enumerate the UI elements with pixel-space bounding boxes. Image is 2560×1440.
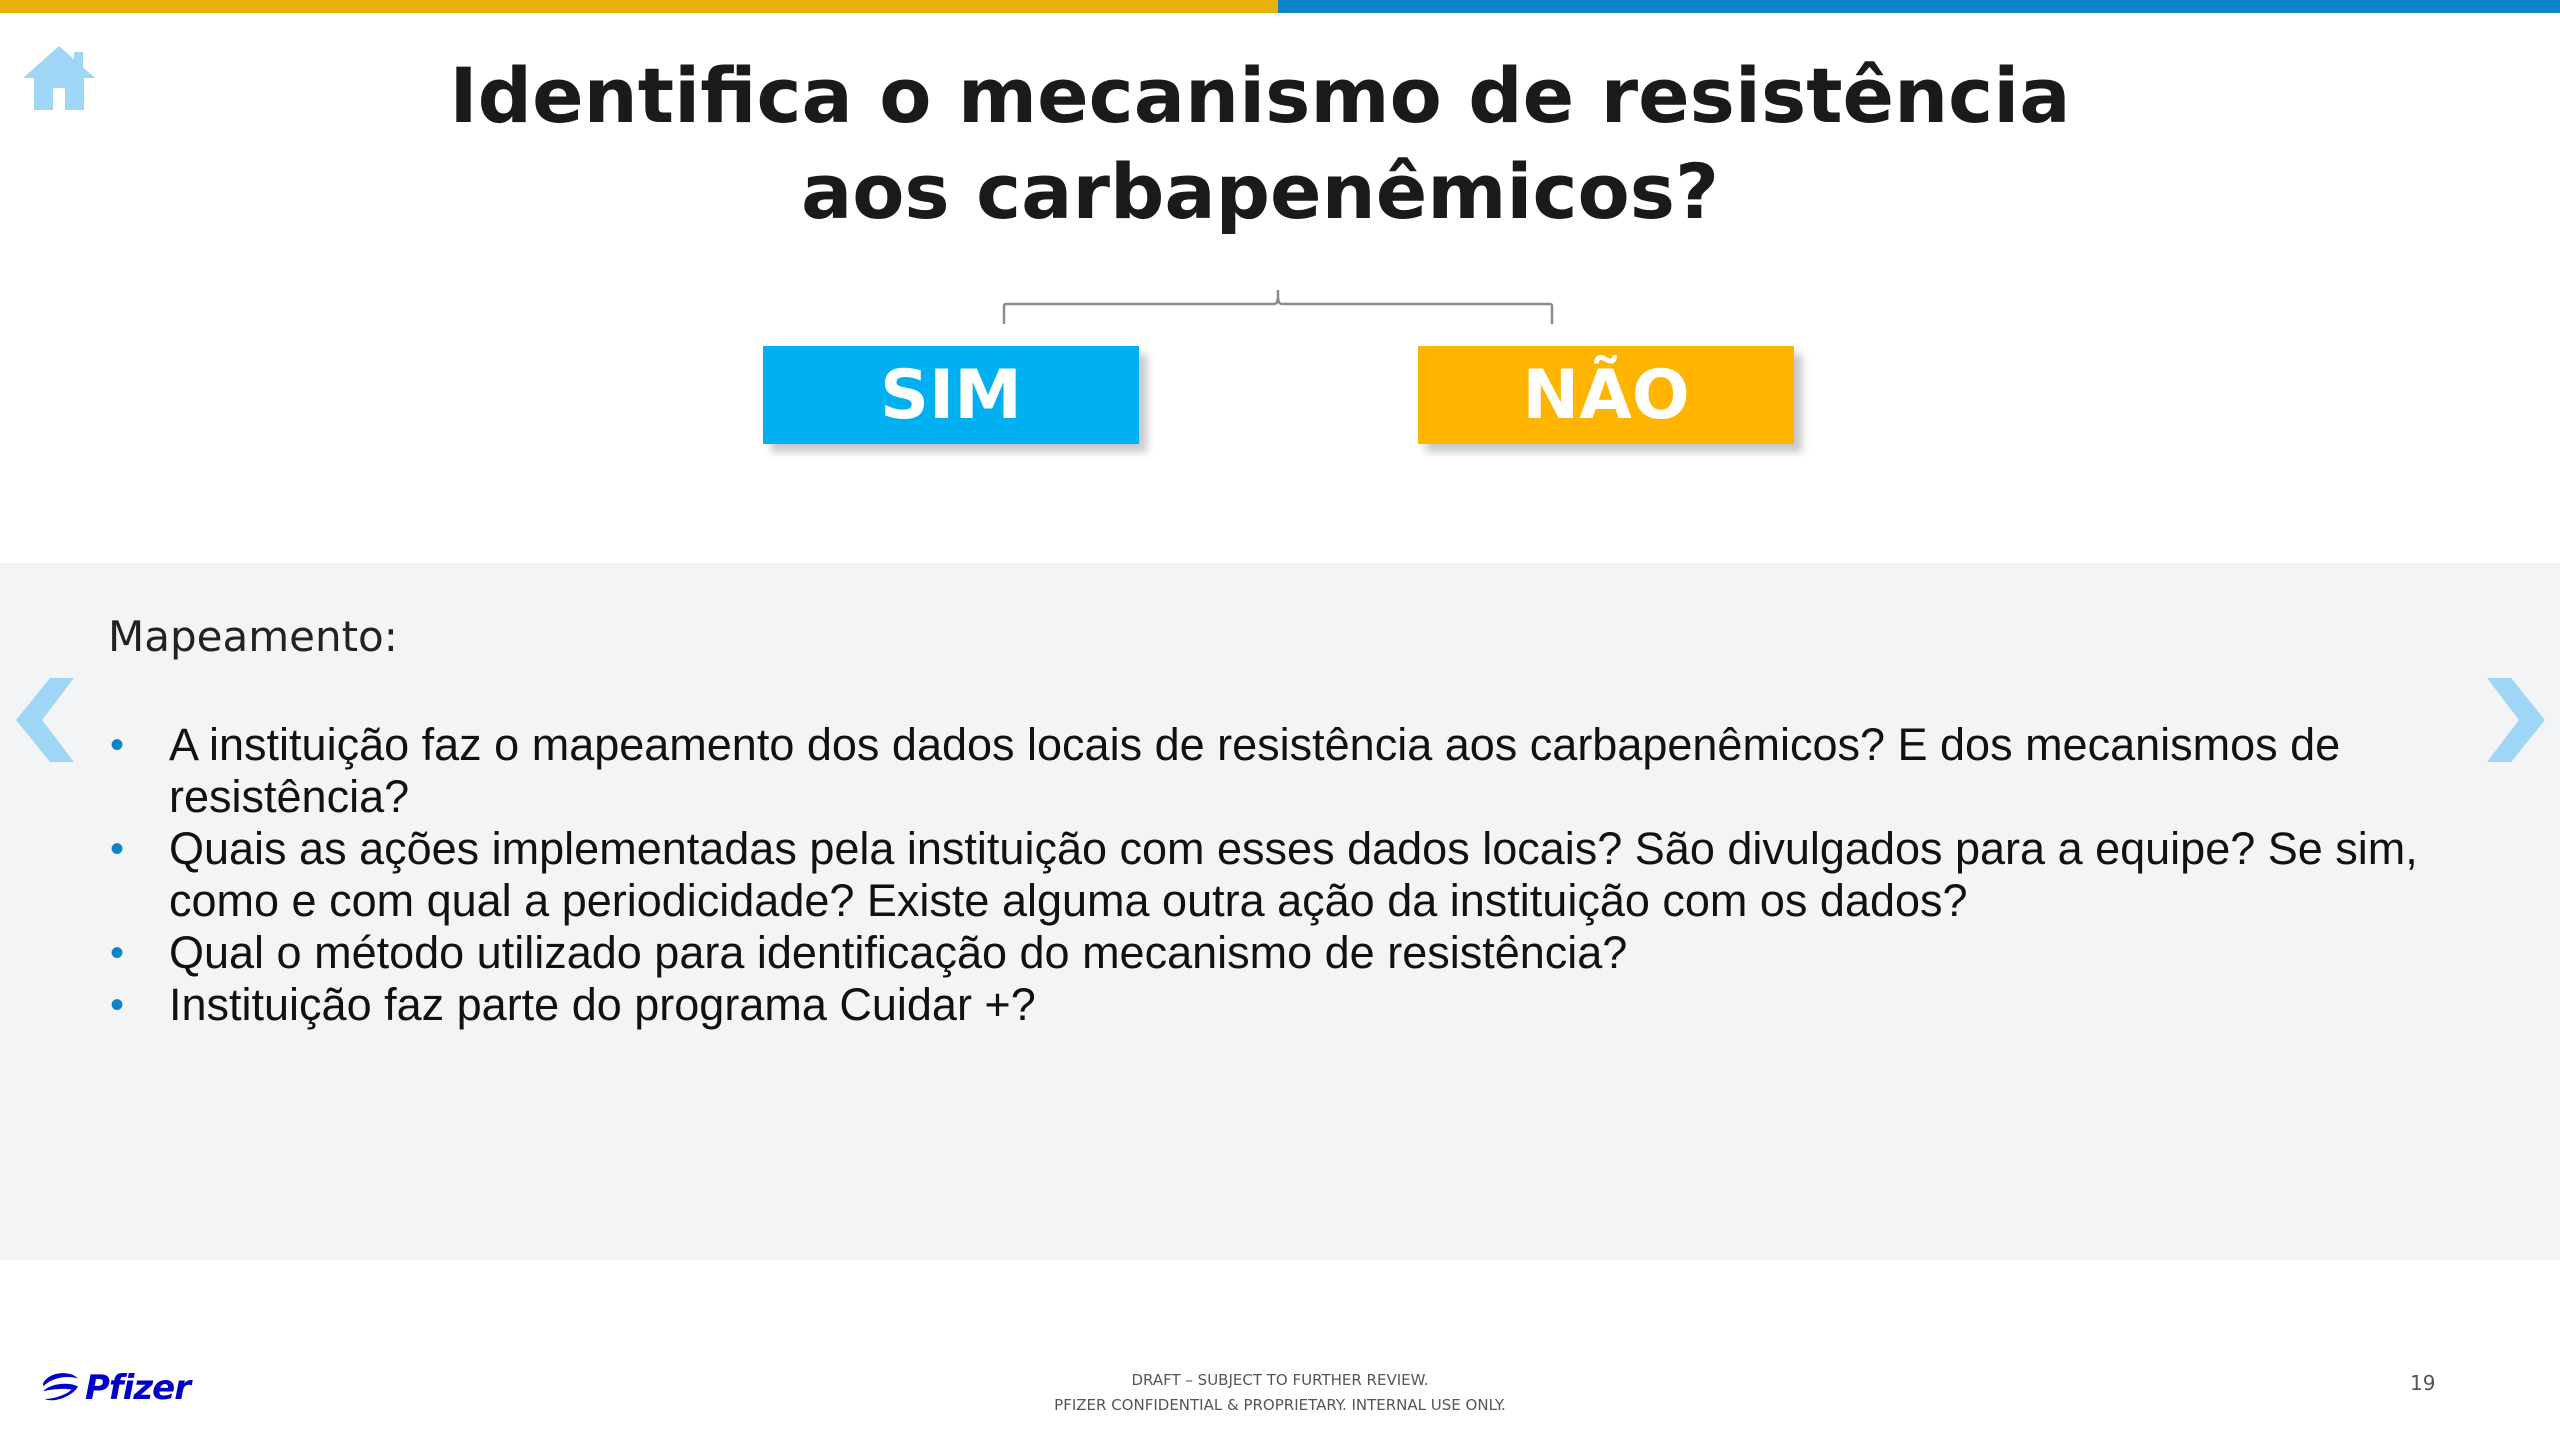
sim-button-label: SIM <box>880 355 1022 435</box>
page-number: 19 <box>2410 1371 2436 1395</box>
list-item-text: A instituição faz o mapeamento dos dados locais de resistência aos carbapenêmicos? E dos mecanismos de resistência? <box>169 719 2341 822</box>
pfizer-swirl-icon <box>40 1362 81 1414</box>
top-bar-blue-segment <box>1278 0 2560 13</box>
bullet-icon: • <box>110 827 125 871</box>
sim-button[interactable] <box>763 346 1139 444</box>
list-item-text: Quais as ações implementadas pela instituição com esses dados locais? São divulgados para a equipe? Se sim, como e com qual a periodicidade? Existe alguma outra ação da instituição com os dados? <box>169 823 2418 926</box>
bullet-icon: • <box>110 931 125 975</box>
pfizer-logo-text: Pfizer <box>85 1368 190 1408</box>
home-icon[interactable] <box>20 44 98 112</box>
pfizer-logo <box>40 1356 190 1420</box>
chevron-left-icon <box>12 676 78 764</box>
footer-line-2: PFIZER CONFIDENTIAL & PROPRIETARY. INTERNAL USE ONLY. <box>1054 1396 1506 1414</box>
slide-title: Identifica o mecanismo de resistência aos carbapenêmicos? <box>449 51 2071 236</box>
bullet-icon: • <box>110 983 125 1027</box>
list-item-text: Qual o método utilizado para identificação do mecanismo de resistência? <box>169 927 1628 978</box>
list-item-text: Instituição faz parte do programa Cuidar +? <box>169 979 1036 1030</box>
nao-button[interactable] <box>1418 346 1794 444</box>
next-slide-button[interactable] <box>2483 676 2549 764</box>
previous-slide-button[interactable] <box>12 676 78 764</box>
list-item <box>108 927 2428 979</box>
list-item <box>108 979 2428 1031</box>
panel-heading: Mapeamento: <box>108 612 398 661</box>
list-item <box>108 823 2428 927</box>
top-accent-bar <box>0 0 2560 13</box>
confidentiality-footer <box>880 1368 1680 1418</box>
footer-line-1: DRAFT – SUBJECT TO FURTHER REVIEW. <box>1131 1371 1429 1389</box>
mapping-question-list <box>108 719 2428 1031</box>
bullet-icon: • <box>110 723 125 767</box>
options-bracket <box>996 282 1560 326</box>
nao-button-label: NÃO <box>1522 355 1690 435</box>
chevron-right-icon <box>2483 676 2549 764</box>
top-bar-yellow-segment <box>0 0 1278 13</box>
list-item <box>108 719 2428 823</box>
home-icon-graphic <box>20 44 98 112</box>
